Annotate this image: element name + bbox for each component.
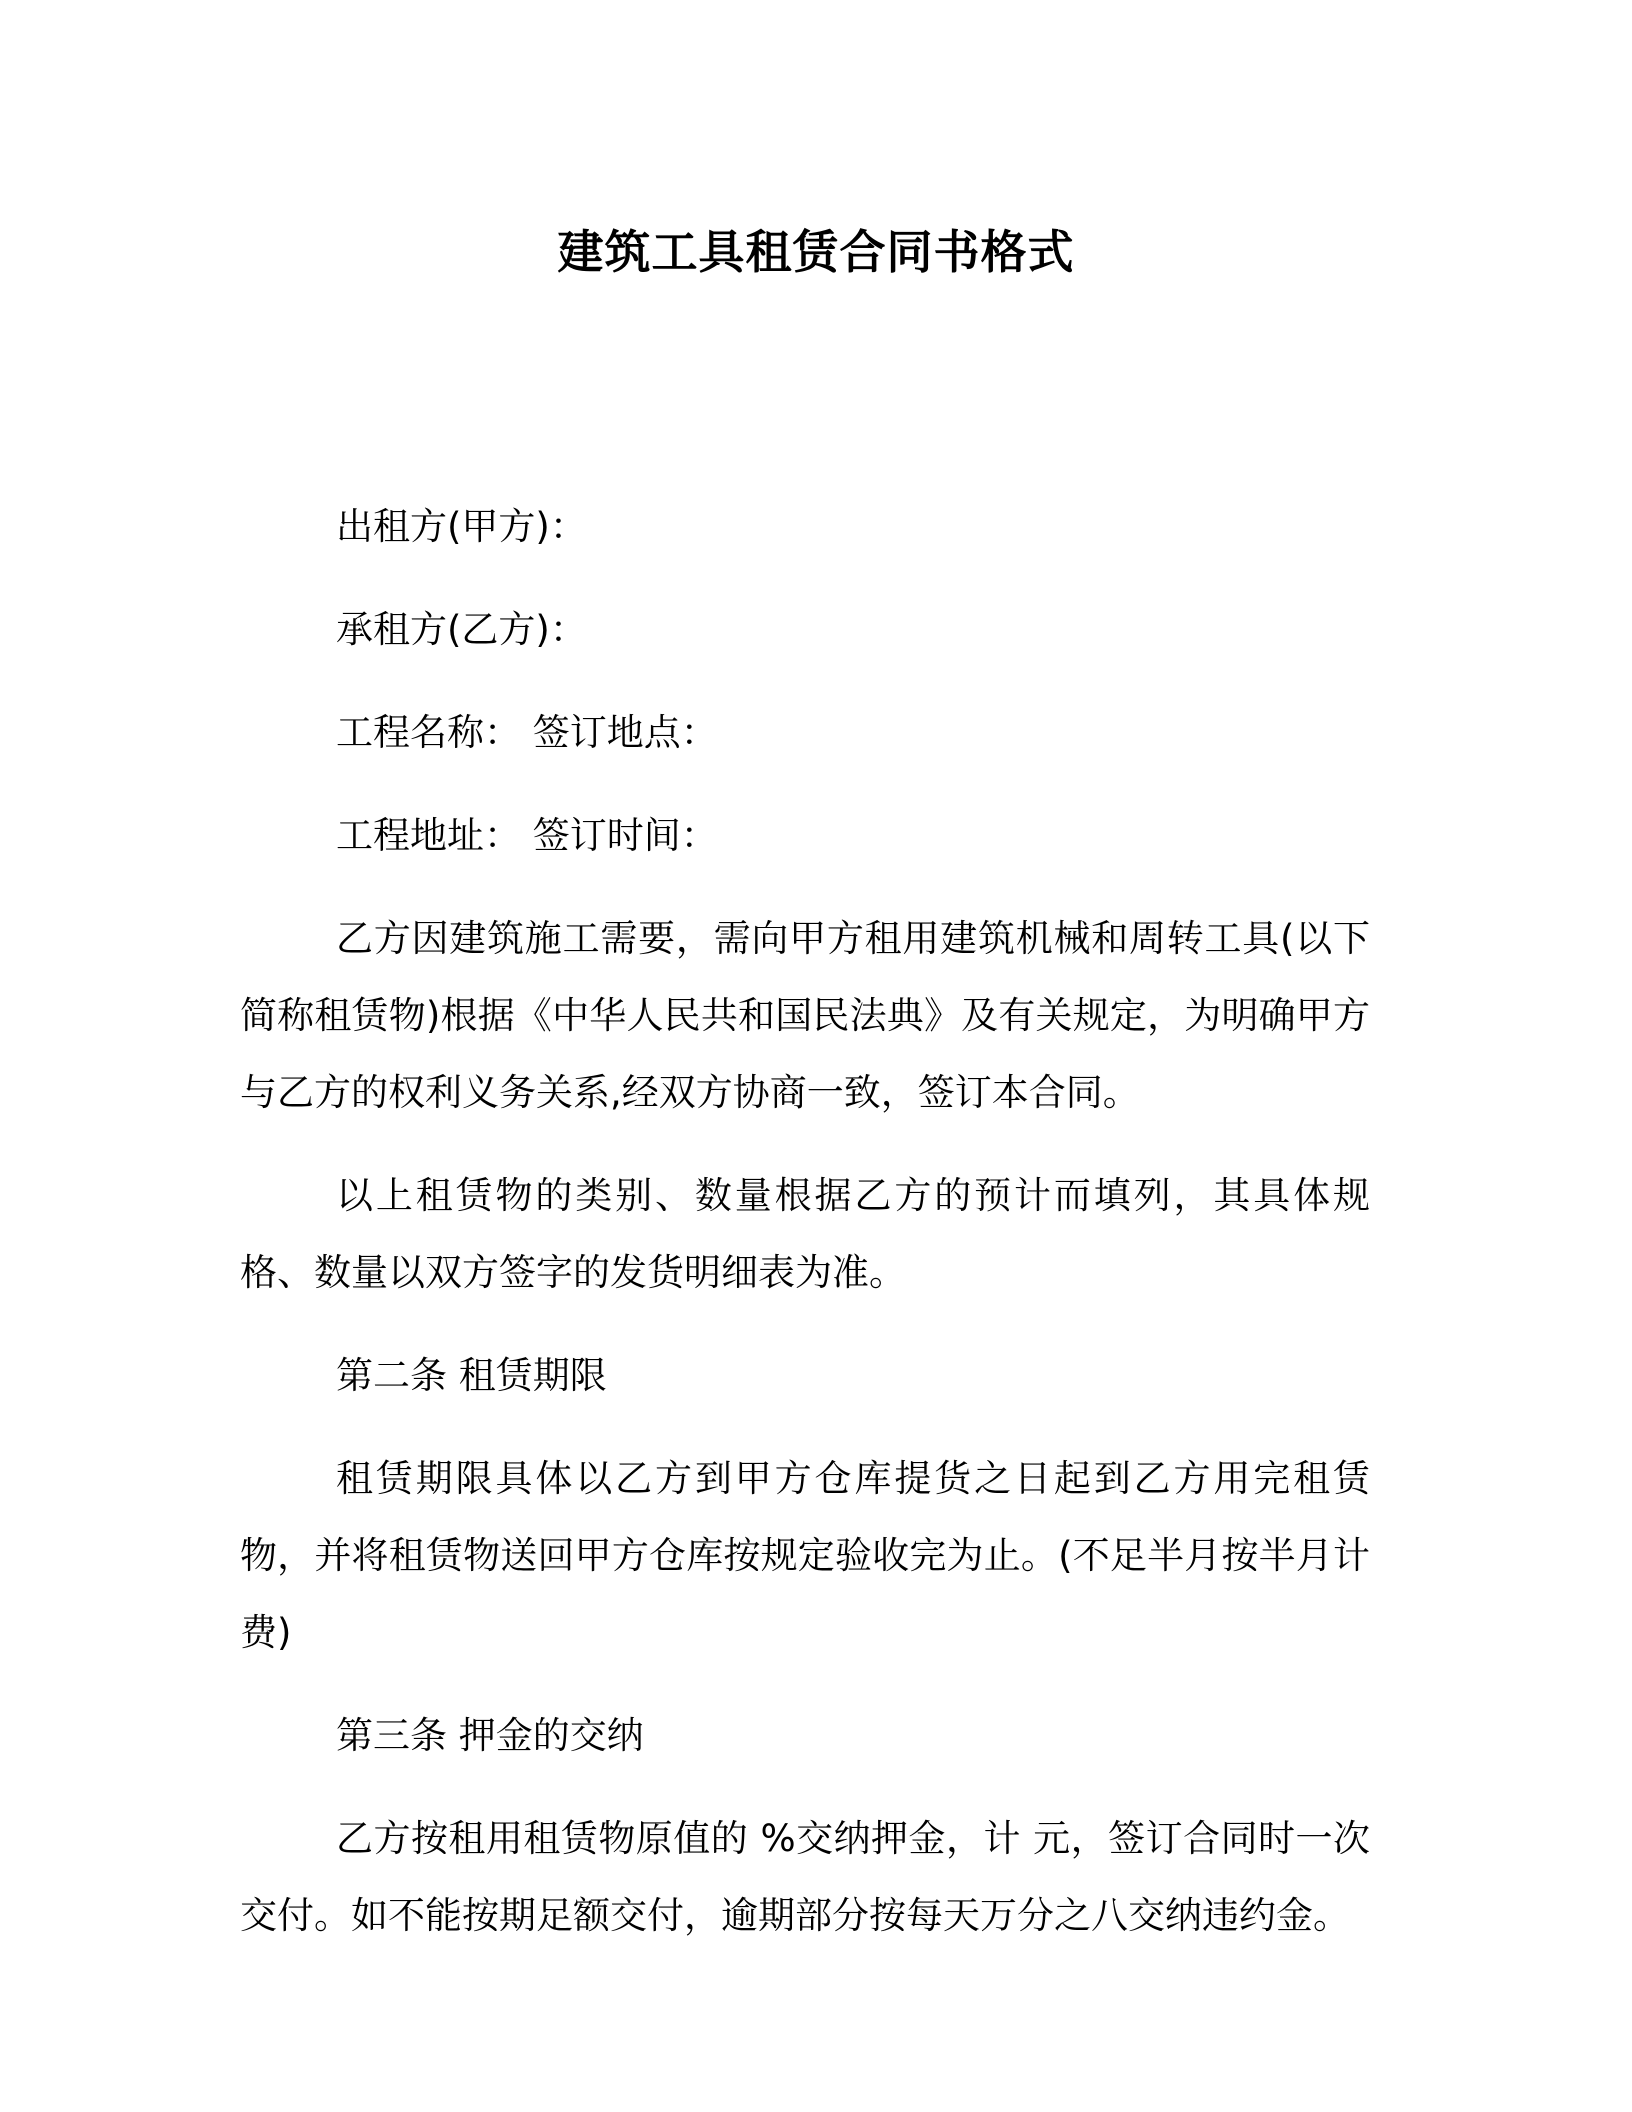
document-title: 建筑工具租赁合同书格式	[557, 225, 1075, 279]
article-2-heading: 第二条 租赁期限	[336, 1354, 607, 1397]
intro-paragraph: 乙方因建筑施工需要，需向甲方租用建筑机械和周转工具(以下简称租赁物)根据《中华人民共和国民法典》及有关规定，为明确甲方与乙方的权利义务关系,经双方协商一致，签订本合同。	[240, 917, 1370, 1114]
article-2-body: 租赁期限具体以乙方到甲方仓库提货之日起到乙方用完租赁物，并将租赁物送回甲方仓库按规定验收完为止。(不足半月按半月计费)	[240, 1457, 1370, 1654]
lessor-field: 出租方(甲方)：	[336, 505, 587, 548]
quantity-note-paragraph: 以上租赁物的类别、数量根据乙方的预计而填列，其具体规格、数量以双方签字的发货明细表为准。	[240, 1174, 1370, 1294]
article-3-heading: 第三条 押金的交纳	[336, 1714, 644, 1757]
document-body	[240, 488, 1370, 1980]
article-3-body: 乙方按租用租赁物原值的 %交纳押金，计 元，签订合同时一次交付。如不能按期足额交付，逾期部分按每天万分之八交纳违约金。	[240, 1817, 1370, 1937]
project-name-and-signing-place-field: 工程名称： 签订地点：	[336, 711, 718, 754]
lessee-field: 承租方(乙方)：	[336, 608, 587, 651]
project-address-and-signing-time-field: 工程地址： 签订时间：	[336, 814, 718, 857]
